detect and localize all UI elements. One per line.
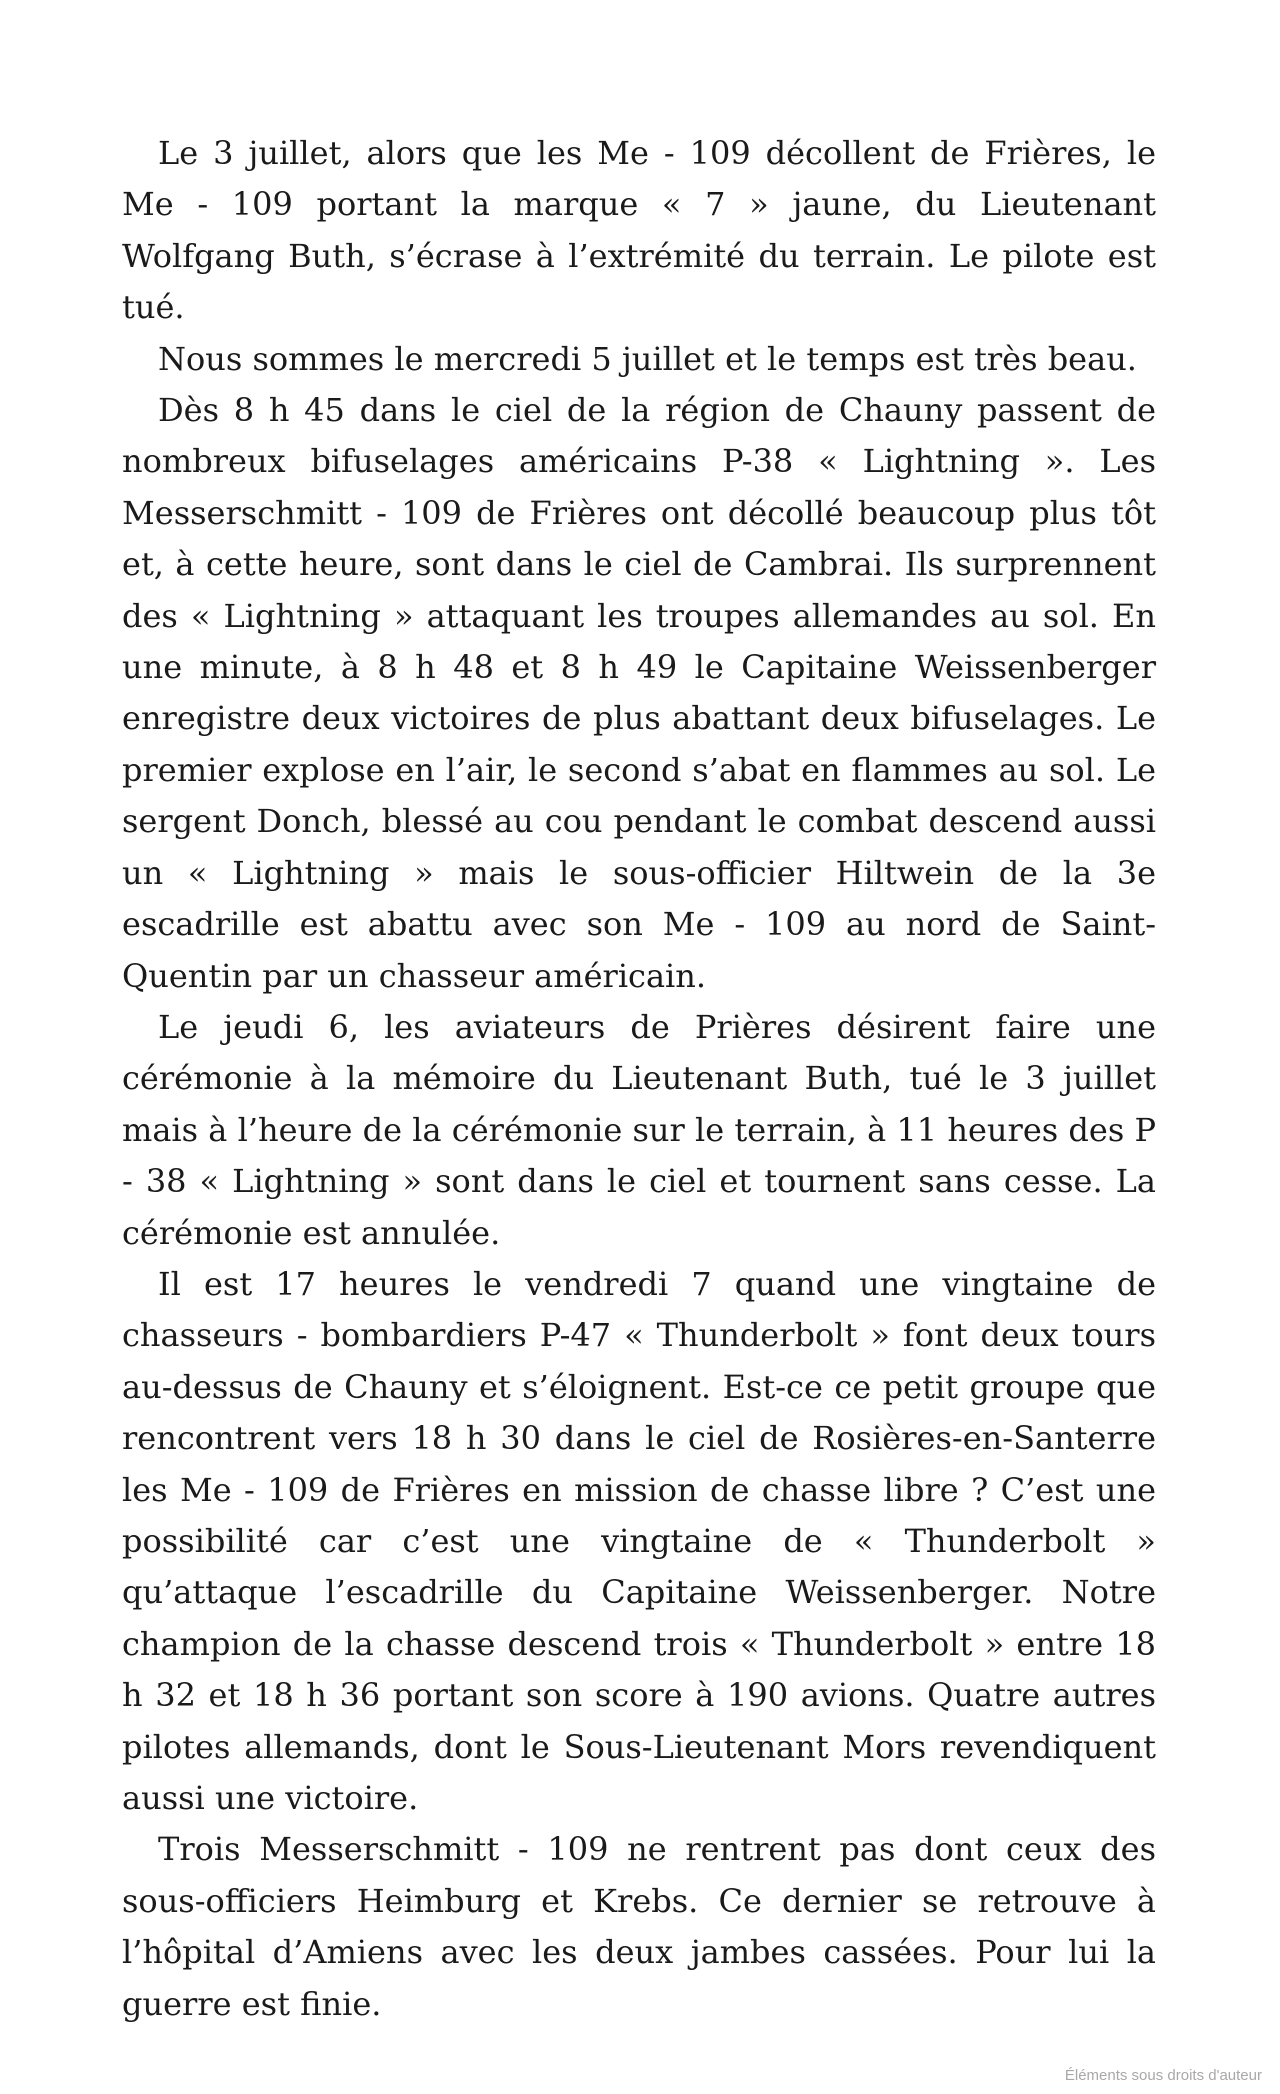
paragraph-3: Dès 8 h 45 dans le ciel de la région de Chauny passent de nombreux bifuselages américains P-38 « Lightning ». Les Messerschmitt - 109 de Frières ont décollé beaucoup plus tôt et, à cette heure, sont dans le ciel de Cambrai. Ils surprennent des « Lightning » attaquant les troupes allemandes au sol. En une minute, à 8 h 48 et 8 h 49 le Capitaine Weissenberger enregistre deux victoires de plus abattant deux bifuselages. Le premier explose en l’air, le second s’abat en flammes au sol. Le sergent Donch, blessé au cou pendant le combat descend aussi un « Lightning » mais le sous-officier Hiltwein de la 3e escadrille est abattu avec son Me - 109 au nord de Saint-Quentin par un chasseur américain. <box>122 391 1156 995</box>
page-body <box>122 128 1156 2030</box>
copyright-watermark: Éléments sous droits d'auteur <box>1064 2067 1262 2084</box>
paragraph-2: Nous sommes le mercredi 5 juillet et le temps est très beau. <box>158 339 1137 378</box>
paragraph-5: Il est 17 heures le vendredi 7 quand une vingtaine de chasseurs - bombardiers P-47 « Thunderbolt » font deux tours au-dessus de Chauny et s’éloignent. Est-ce ce petit groupe que rencontrent vers 18 h 30 dans le ciel de Rosières-en-Santerre les Me - 109 de Frières en mission de chasse libre ? C’est une possibilité car c’est une vingtaine de « Thunderbolt » qu’attaque l’escadrille du Capitaine Weissenberger. Notre champion de la chasse descend trois « Thunderbolt » entre 18 h 32 et 18 h 36 portant son score à 190 avions. Quatre autres pilotes allemands, dont le Sous-Lieutenant Mors revendiquent aussi une victoire. <box>122 1264 1156 1817</box>
paragraph-1: Le 3 juillet, alors que les Me - 109 décollent de Frières, le Me - 109 portant la marque « 7 » jaune, du Lieutenant Wolfgang Buth, s’écrase à l’extrémité du terrain. Le pilote est tué. <box>122 134 1156 327</box>
paragraph-4: Le jeudi 6, les aviateurs de Prières désirent faire une cérémonie à la mémoire du Lieutenant Buth, tué le 3 juillet mais à l’heure de la cérémonie sur le terrain, à 11 heures des P - 38 « Lightning » sont dans le ciel et tournent sans cesse. La cérémonie est annulée. <box>122 1007 1156 1252</box>
paragraph-6: Trois Messerschmitt - 109 ne rentrent pas dont ceux des sous-officiers Heimburg et Krebs. Ce dernier se retrouve à l’hôpital d’Amiens avec les deux jambes cassées. Pour lui la guerre est finie. <box>122 1830 1156 2023</box>
